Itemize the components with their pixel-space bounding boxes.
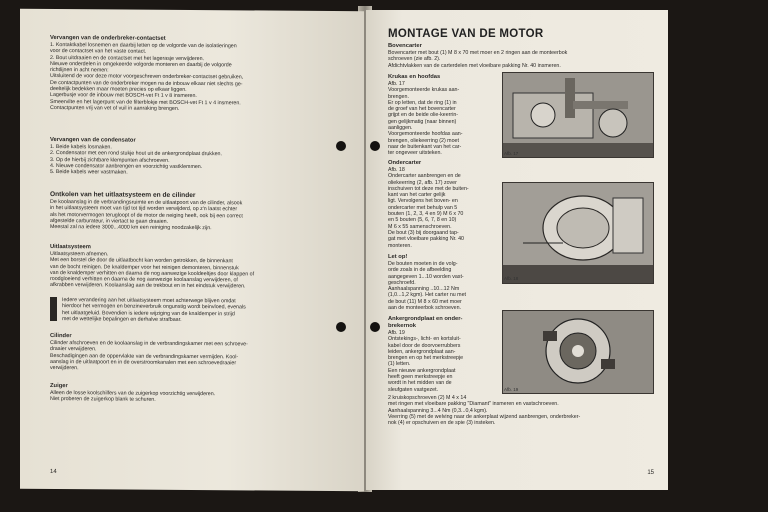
text-line: verwijderen. [50,365,79,372]
text-line: grijpt en de beide olie-keerrin- [388,112,459,119]
text-line: Bovencarter met bout (1) M 8 x 70 met moer en 2 ringen aan de monteerbok [388,50,568,56]
text-line: aanliggen. [388,125,413,132]
text-line: van de knaldemper verhitten en daarna de nog aanwezige kooldeeltjes door klappen of [50,269,255,278]
text-line: 3. Op de hierbij zichtbare klempunten afschroeven. [50,156,170,164]
text-line: en 5 bouten (5, 6, 7, 8 en 10) [388,217,457,224]
page-title-text: MONTAGE VAN DE MOTOR [388,28,544,40]
section-onderbreker [50,35,348,113]
section-title: Ondercarter [388,160,422,166]
section-title: Krukas en hoofdas [388,74,441,80]
section-title-cont: brekernok [388,323,417,329]
text-line: de groef van het bovencarter [388,106,456,113]
text-line: Voorgemonteerde krukas aan- [388,87,460,94]
section-title: Vervangen van de condensator [50,137,136,144]
text-line: leiden, ankergrondplaat aan- [388,348,456,355]
text-line: Afb. 17 [388,81,405,87]
text-line: gen gelijkmatig (naar binnen) [388,118,457,125]
note-line: Iedere verandering aan het uitlaatsysteem moet achterwege blijven omdat [62,297,236,305]
binding-hole [336,141,346,151]
text-line: brengen, oliekeerring (2) moet [388,137,459,144]
photo-krukas [502,72,654,158]
text-line: Veerring (5) met de welving naar de ankerplaat wijzend aanbrengen, onderbreker- [388,413,581,420]
section-ankergrondplaat [388,316,496,393]
section-title: Let op! [388,254,408,260]
section-uitlaatsysteem [50,244,348,291]
section-title: Ontkolen van het uitlaatsysteem en de cilinder [50,191,196,200]
page-number: 14 [50,469,57,476]
section-bottom [388,395,658,426]
section-cilinder [50,333,348,374]
section-title: Bovencarter [388,43,422,49]
binding-hole [370,322,380,332]
text-line: Uitlaatsysteem afnemen. [50,251,109,258]
text-line: Aanhaalspanning 3...4 Nm (0,3...0,4 kgm). [388,407,488,414]
text-line: sleufgaten vastgezet. [388,386,439,393]
text-line: in het uitlaatsysteem moet van tijd tot tijd worden verwijderd, op z'n laatst echter [50,205,238,213]
text-line: Cilinder afschroeven en de koolaanslag in de verbrandingskamer met een schroeve- [50,340,248,348]
engine-stator-image [503,311,653,393]
text-line: Met een borstel die door de uitlaatbocht kan worden getrokken, de binnenkant [50,257,233,265]
text-line: Aanhaalspanning ..10...12 Nm [388,286,460,293]
text-line: M 6 x 55 samenschroeven. [388,223,452,230]
text-line: ondercarter met behulp van 5 [388,204,458,211]
text-line: afgestelde carburateur, in viertact te gaan draaien. [50,217,169,225]
text-line: van de bocht reinigen. De knaldemper voor het reinigen demonteren, binnenstuk [50,263,239,271]
section-condensator [50,137,348,178]
text-line: afkrabben verwijderen. Koolaanslag aan de trekbout en in het eindstuk verwijderen. [50,282,246,290]
text-line: 1. Beide kabels losmaken. [50,144,112,151]
text-line: (1,0...1,2 kgm). Het carter nu met [388,292,467,299]
section-let-op [388,254,496,311]
left-page [20,9,364,491]
photo-caption: Afb. 19 [504,387,519,392]
section-ontkolen [50,191,348,233]
text-line: ter ongeveer uitsteken. [388,150,442,157]
text-line: 2 kruiskopschroeven (2) M 4 x 14 [388,395,467,401]
text-line: brengen en op het merkstreepje [388,355,464,362]
section-title: Ankergrondplaat en onder- [388,316,463,322]
text-line: brengen. [388,93,409,100]
text-line: Meestal zal na iedere 3000...4000 km een reiniging noodzakelijk zijn. [50,224,212,232]
text-line: Afb. 19 [388,330,405,336]
page-title [388,28,658,40]
warning-marker-icon [50,297,57,321]
section-title: Vervangen van de onderbreker-contactset [50,35,166,42]
engine-crankcase-image [503,73,653,157]
section-krukas [388,74,496,157]
text-line: Afdichtvlakken van de carterdelen met vloeibare pakking Nr. 40 insmeren. [388,62,561,69]
section-title: Cilinder [50,333,72,340]
text-line: met ringen met vloeibare pakking "Diamant" insmeren en vastschroeven. [388,401,559,408]
text-line: Ondercarter aanbrengen en de [388,173,461,180]
text-line: Afb. 18 [388,167,405,173]
text-line: Niet proberen de zuigerkop blank te schuren. [50,396,156,404]
text-line: 2. Bout uitdraaien en de contactset met het lagerasje verwijderen. [50,54,204,62]
text-line: De bouten moeten in de volg- [388,261,458,267]
text-line: 1. Kontaktkabel losnemen en daarbij letten op de volgorde van de isolatieringen [50,42,237,50]
text-line: wordt in het midden van de [388,380,452,387]
binding-hole [370,141,380,151]
text-line: de bout (11) M 8 x 60 met moer [388,298,462,305]
text-line: Een nieuwe ankergrondplaat [388,367,456,374]
photo-ankergrondplaat [502,310,654,394]
text-line: aanslag in de uitlaatpoort en in de overstroomkanalen met een schroevedraaier [50,358,237,367]
text-line: De bout (3) bij doorgaand tap- [388,229,459,236]
text-line: inschuiven tot deze met de buiten- [388,185,469,192]
section-zuiger [50,383,348,405]
text-line: monteren. [388,242,412,249]
text-line: schroeven (zie afb. 2). [388,56,441,63]
text-line: gat met vloeibare pakking Nr. 40 [388,236,464,243]
photo-ondercarter [502,182,654,284]
note-line: met de wettelijke bepalingen en derhalve strafbaar. [62,315,182,323]
note-line: hierdoor het vermogen en benzineverbruik ongunstig wordt beinvloed, evenals [62,303,246,311]
text-line: aangegeven 1...10 worden vast- [388,273,464,280]
text-line: Ontstekings-, licht- en kortsluit- [388,336,461,343]
text-line: De contactpunten van de onderbreker mogen na de inbouw elkaar niet slechts ge- [50,79,243,88]
text-line: (1) letten. [388,361,411,368]
text-line: heeft geen merkstreepje en [388,374,453,381]
text-line: geschroefd. [388,279,416,286]
text-line: aan de monteerbok schroeven. [388,305,462,312]
note-block [62,297,348,324]
right-page [366,10,668,490]
section-title: Uitlaatsysteem [50,244,91,251]
text-line: kant van het carter gelijk [388,192,446,199]
text-line: Contactpunten vrij van vet of vuil in aanraking brengen. [50,104,180,112]
text-line: orde zoals in de afbeelding [388,267,452,274]
text-line: Alleen de losse koolschilfers van de zuigerkop voorzichtig verwijderen. [50,390,216,398]
text-line: Uitsluitend de voor deze motor voorgeschreven onderbreker-contactset gebruiken, [50,73,244,81]
text-line: De koolaanslag in de verbrandingsruimte en de uitlaatpoort van de cilinder, alsook [50,199,243,207]
photo-caption: Afb. 18 [504,276,519,281]
section-bovencarter [388,43,658,69]
note-line: het uitlaatgeluid. Bovendien is iedere wijziging van de knaldemper in strijd [62,309,235,317]
text-line: nok (4) er opschuiven en de spie (3) insteken. [388,420,496,427]
text-line: Er op letten, dat de ring (1) in [388,99,457,106]
text-line: voor de contactset van het vaste contact. [50,48,147,55]
text-line: 5. Beide kabels weer vastmaken. [50,169,128,176]
text-line: Lagerbusje voor de inbouw met BOSCH-vet Ft 1 v 8 insmeren. [50,92,197,100]
section-ondercarter [388,160,496,249]
engine-cylinder-image [503,183,653,283]
page-number: 15 [647,470,654,476]
text-line: 2. Condensator met een rond stukje hout uit de ankergrondplaat drukken. [50,150,222,158]
text-line: Beschadigingen aan de oppervlakte van de verbrandingskamer vermijden. Kool- [50,352,239,360]
text-line: naar de buitenkant van het car- [388,143,462,150]
text-line: Smeervilte en het lagerpunt van de filterblokje met BOSCH-vet Ft 1 v 4 insmeren. [50,98,241,107]
text-line: Nieuwe onderdelen in omgekeerde volgorde monteren en daarbij de volgorde [50,60,232,69]
section-title: Zuiger [50,383,68,390]
text-line: draaier verwijderen. [50,346,97,353]
text-line: 4. Nieuwe condensator aanbrengen en voorzichtig vastklemmen. [50,162,203,170]
photo-caption: Afb. 17 [504,151,519,156]
text-line: Voorgemonteerde hoofdas aan- [388,131,463,138]
text-line: deeltelijk bedekken maar moeten precies op elkaar liggen. [50,86,187,94]
text-line: oliekeerring (2, afb. 17) zover [388,179,457,186]
text-line: roodgloeiend verhitten en daarna de nog aanwezige koolaanslag verwijderen, of [50,276,238,284]
binding-hole [336,322,346,332]
text-line: bouten (1, 2, 3, 4 en 9) M 6 x 70 [388,211,464,218]
text-line: kabel door de doorvoerrubbers [388,342,461,349]
text-line: als het motorvermogen terugloopt of de motor de neiging heeft, ook bij een correct [50,211,243,219]
text-line: richtlijnen in acht nemen: [50,67,109,74]
text-line: ligt. Vervolgens het boven- en [388,198,458,205]
